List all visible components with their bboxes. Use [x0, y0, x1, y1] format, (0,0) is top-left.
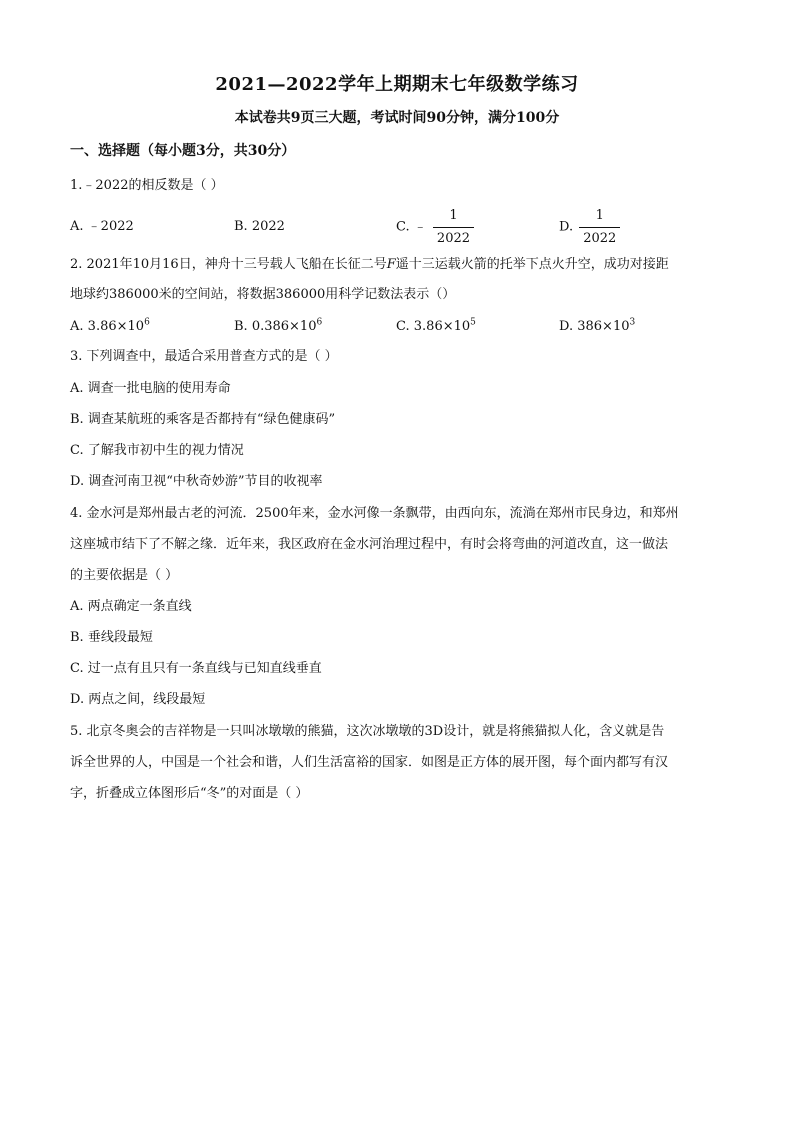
option-label: A.	[70, 319, 84, 334]
fraction	[579, 207, 620, 248]
option-label: C.	[396, 219, 410, 235]
question-4-stem-line-1: 4. 金水河是郑州最古老的河流．2500年来，金水河像一条飘带，由西向东，流淌在郑州市民身边，和郑州	[70, 506, 679, 521]
question-2-option-a	[70, 318, 150, 336]
option-label: B.	[234, 219, 248, 234]
option-text: 386×10	[577, 319, 630, 334]
question-3-option-b: B. 调查某航班的乘客是否都持有“绿色健康码”	[70, 412, 336, 427]
question-4-option-a: A. 两点确定一条直线	[70, 599, 192, 614]
question-4-option-c: C. 过一点有且只有一条直线与已知直线垂直	[70, 661, 322, 676]
exam-instructions: 本试卷共9页三大题，考试时间90分钟，满分100分	[234, 110, 560, 126]
question-3-stem: 3. 下列调查中，最适合采用普查方式的是（ ）	[70, 349, 338, 364]
fraction-numerator: 1	[579, 207, 620, 228]
question-3-option-c: C. 了解我市初中生的视力情况	[70, 443, 244, 458]
question-5-stem-line-3: 字，折叠成立体图形后“冬”的对面是（ ）	[70, 786, 309, 801]
option-sign: ﹣	[413, 219, 427, 235]
option-label: B.	[234, 319, 248, 334]
stem-text: 2. 2021年10月16日，神舟十三号载人飞船在长征二号	[70, 257, 387, 272]
question-4-stem-line-3: 的主要依据是（ ）	[70, 568, 179, 583]
question-4-stem-line-2: 这座城市结下了不解之缘．近年来，我区政府在金水河治理过程中，有时会将弯曲的河道改直，这一做法	[70, 537, 669, 552]
question-1-option-b	[234, 218, 285, 236]
question-1-stem: 1.﹣2022的相反数是（ ）	[70, 178, 224, 193]
exponent: 6	[316, 317, 323, 328]
option-label: D.	[559, 219, 574, 235]
question-4-option-d: D. 两点之间，线段最短	[70, 692, 206, 707]
question-5-stem-line-2: 诉全世界的人，中国是一个社会和谐，人们生活富裕的国家．如图是正方体的展开图，每个面内都写有汉	[70, 755, 669, 770]
question-4-option-b: B. 垂线段最短	[70, 630, 153, 645]
option-text: ﹣2022	[87, 219, 134, 234]
option-text: 0.386×10	[251, 319, 317, 334]
question-5-stem-line-1: 5. 北京冬奥会的吉祥物是一只叫冰墩墩的熊猫，这次冰墩墩的3D设计，就是将熊猫拟人化，含义就是告	[70, 724, 665, 739]
option-label: A.	[70, 219, 84, 234]
stem-text: 遥十三运载火箭的托举下点火升空，成功对接距	[395, 257, 669, 272]
exponent: 5	[470, 317, 476, 328]
fraction-denominator: 2022	[583, 231, 617, 246]
question-3-option-d: D. 调查河南卫视“中秋奇妙游”节目的收视率	[70, 474, 323, 489]
question-2-stem-line-2: 地球约386000米的空间站，将数据386000用科学记数法表示（）	[70, 287, 456, 302]
option-label: C.	[396, 319, 410, 334]
question-2-option-c	[396, 318, 476, 336]
section-heading: 一、选择题（每小题3分，共30分）	[70, 143, 296, 159]
page-title: 2021—2022学年上期期末七年级数学练习	[215, 74, 579, 95]
option-text: 3.86×10	[413, 319, 471, 334]
question-2-stem-line-1	[70, 256, 669, 274]
variable-f: F	[386, 257, 396, 272]
option-label: D.	[559, 319, 574, 334]
fraction-numerator: 1	[433, 207, 474, 228]
option-text: 2022	[251, 219, 285, 234]
question-1-option-d	[559, 207, 620, 248]
question-3-option-a: A. 调查一批电脑的使用寿命	[70, 381, 231, 396]
exponent: 3	[629, 317, 636, 328]
exponent: 6	[144, 317, 150, 328]
question-1-option-c	[396, 207, 474, 248]
question-2-option-b	[234, 318, 322, 336]
fraction-denominator: 2022	[436, 231, 471, 246]
question-1-option-a	[70, 218, 134, 236]
question-2-option-d	[559, 318, 635, 336]
fraction	[433, 207, 474, 248]
option-text: 3.86×10	[87, 319, 145, 334]
